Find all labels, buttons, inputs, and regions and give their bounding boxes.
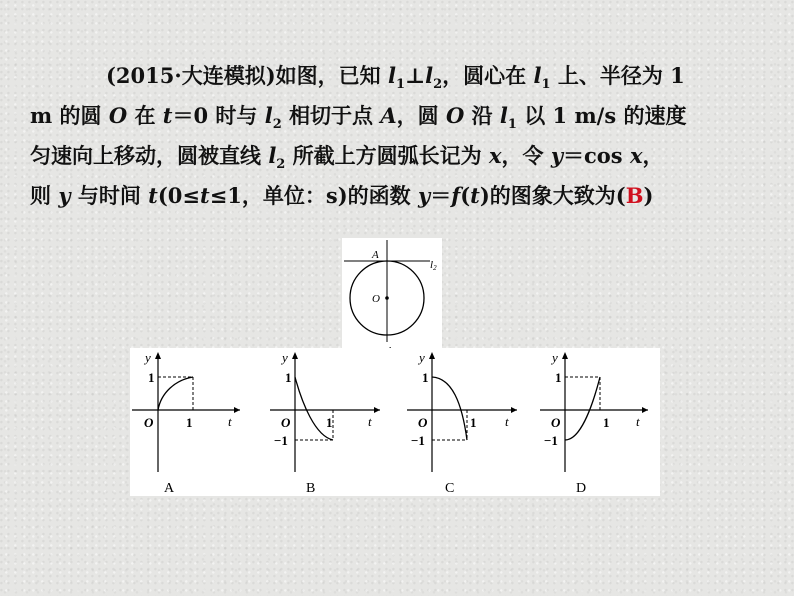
- text-segment: ＝0 时与: [172, 103, 265, 128]
- symbol-O: O: [108, 103, 128, 128]
- x-tick-label: 1: [326, 415, 333, 430]
- y-tick-label-negative: −1: [411, 433, 425, 448]
- problem-line-1: [30, 56, 770, 96]
- symbol-x: x: [488, 143, 502, 168]
- y-tick-label: 1: [555, 370, 562, 385]
- option-letter: C: [445, 481, 455, 496]
- y-axis-label: y: [145, 350, 151, 365]
- perp-symbol: ⊥: [404, 63, 426, 88]
- symbol-t: t: [162, 103, 173, 128]
- problem-text: [30, 56, 770, 216]
- text-segment: 与时间: [70, 183, 149, 208]
- text-segment: 所截上方圆弧长记为: [285, 143, 489, 168]
- text-segment: ，: [642, 143, 664, 168]
- symbol-t: t: [470, 183, 480, 208]
- subscript: 2: [433, 77, 443, 92]
- y-tick-label-negative: −1: [544, 433, 558, 448]
- symbol-x: x: [629, 143, 643, 168]
- text-segment: ): [643, 183, 654, 208]
- symbol-l: l: [264, 103, 273, 128]
- x-tick-label: 1: [603, 415, 610, 430]
- label-point-a: A: [372, 249, 379, 261]
- answer-letter: B: [625, 183, 644, 208]
- label-center-o: O: [372, 293, 380, 305]
- subscript: 1: [395, 77, 405, 92]
- symbol-O: O: [445, 103, 465, 128]
- x-axis-label: t: [228, 414, 232, 429]
- y-tick-label: 1: [285, 370, 292, 385]
- y-axis-label: y: [282, 350, 288, 365]
- subscript: 1: [541, 77, 551, 92]
- x-axis-label: t: [505, 414, 509, 429]
- options-background: [130, 348, 660, 496]
- text-segment: 上、半径为 1: [550, 63, 685, 88]
- origin-label: O: [281, 415, 291, 430]
- x-tick-label: 1: [470, 415, 477, 430]
- symbol-l: l: [387, 63, 396, 88]
- symbol-l: l: [425, 63, 434, 88]
- text-segment: 如图，已知: [275, 63, 388, 88]
- subscript: 2: [272, 117, 282, 132]
- circle-figure: [342, 238, 442, 358]
- text-segment: (0≤: [157, 183, 200, 208]
- symbol-t: t: [148, 183, 158, 208]
- problem-source: (2015·大连模拟): [106, 63, 276, 88]
- option-letter: A: [164, 481, 175, 496]
- text-segment: )的图象大致为(: [479, 183, 626, 208]
- problem-line-4: [30, 176, 770, 216]
- y-tick-label-negative: −1: [274, 433, 288, 448]
- problem-line-2: [30, 96, 770, 136]
- symbol-y: y: [550, 143, 564, 168]
- text-segment: ＝cos: [563, 143, 630, 168]
- symbol-l: l: [499, 103, 508, 128]
- symbol-y: y: [417, 183, 431, 208]
- text-segment: ，圆: [396, 103, 446, 128]
- symbol-t: t: [200, 183, 210, 208]
- text-segment: 则: [30, 183, 59, 208]
- symbol-f: f: [451, 183, 461, 208]
- x-tick-label: 1: [186, 415, 193, 430]
- text-segment: ，令: [501, 143, 551, 168]
- text-segment: 在: [127, 103, 163, 128]
- text-segment: 沿: [464, 103, 500, 128]
- origin-label: O: [418, 415, 428, 430]
- center-point: [385, 296, 389, 300]
- symbol-l: l: [533, 63, 542, 88]
- symbol-A: A: [380, 103, 397, 128]
- text-segment: 以 1 m/s 的速度: [516, 103, 687, 128]
- text-segment: ＝: [430, 183, 452, 208]
- text-segment: 相切于点: [281, 103, 381, 128]
- y-axis-label: y: [419, 350, 425, 365]
- options-figure: [130, 348, 660, 496]
- origin-label: O: [551, 415, 561, 430]
- subscript: 2: [276, 157, 286, 172]
- subscript: 1: [507, 117, 517, 132]
- label-l2: l2: [430, 259, 437, 272]
- option-letter: B: [306, 481, 316, 496]
- problem-line-3: [30, 136, 770, 176]
- text-segment: (: [460, 183, 471, 208]
- text-segment: 匀速向上移动，圆被直线: [30, 143, 269, 168]
- y-axis-label: y: [552, 350, 558, 365]
- option-letter: D: [576, 481, 587, 496]
- text-segment: m 的圆: [30, 103, 109, 128]
- text-segment: ，圆心在: [442, 63, 534, 88]
- y-tick-label: 1: [148, 370, 155, 385]
- symbol-y: y: [58, 183, 71, 208]
- text-segment: ≤1，单位：s)的函数: [209, 183, 418, 208]
- figure-background: [342, 238, 442, 358]
- origin-label: O: [144, 415, 154, 430]
- symbol-l: l: [268, 143, 277, 168]
- y-tick-label: 1: [422, 370, 429, 385]
- x-axis-label: t: [368, 414, 372, 429]
- x-axis-label: t: [636, 414, 640, 429]
